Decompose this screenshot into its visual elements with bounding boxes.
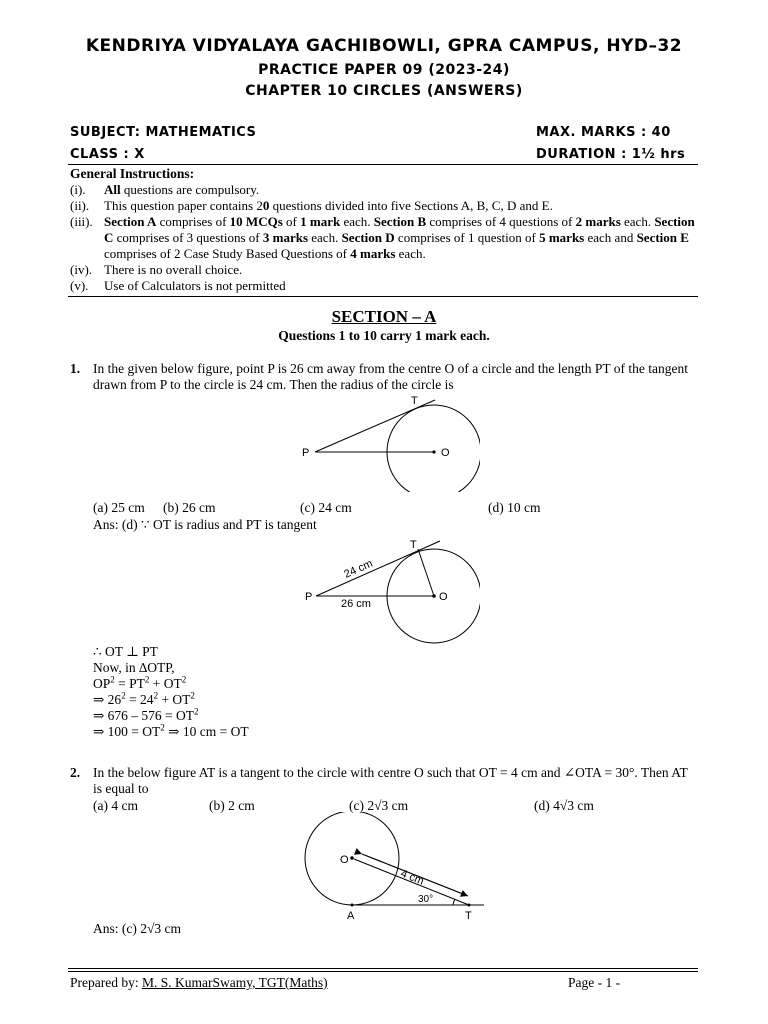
instruction-text: Use of Calculators is not permitted xyxy=(104,278,286,293)
option-b: (b) 2 cm xyxy=(209,798,255,813)
header-divider xyxy=(68,164,698,165)
option-a: (a) 4 cm xyxy=(93,798,138,813)
subject-label: SUBJECT: MATHEMATICS xyxy=(70,125,257,140)
option-a: (a) 25 cm xyxy=(93,500,145,515)
instruction-number: (v). xyxy=(70,278,89,293)
prepared-label: Prepared by: xyxy=(70,975,139,990)
label-o: O xyxy=(439,591,448,603)
footer-divider-top xyxy=(68,968,698,969)
tangent-pt xyxy=(316,541,440,596)
solution-step: ⇒ $100 = OT^2$ ⇒ 10 cm = OT xyxy=(93,722,249,739)
circle xyxy=(387,405,480,492)
instruction-text: Section A comprises of 10 MCQs of 1 mark each. Section B comprises of 4 questions of 2 marks each. Section C comprises of 3 questions of 3 marks each. Section D comprises of 1 question of 5 marks each and Section E comprises of 2 Case Study Based Questions of 4 marks each. xyxy=(104,214,695,261)
footer-prepared xyxy=(70,975,328,991)
question-1-answer: Ans: (d) ∵ OT is radius and PT is tangent xyxy=(93,517,317,532)
centre-dot xyxy=(432,450,435,453)
option-c: (c) 2√3 cm xyxy=(349,798,409,813)
instruction-number: (iv). xyxy=(70,262,93,277)
question-2-number: 2. xyxy=(70,765,81,780)
instruction-text: There is no overall choice. xyxy=(104,262,243,277)
question-2-text: In the below figure AT is a tangent to the circle with centre O such that OT = 4 cm and ∠OTA = 30°. Then AT is equal to xyxy=(93,765,688,796)
section-title: SECTION – A xyxy=(331,307,437,326)
solution-step: ⇒ $676 - 576 = OT^2$ xyxy=(93,706,199,723)
label-p: P xyxy=(305,591,313,603)
question-1-figure xyxy=(290,392,480,492)
instruction-text: This question paper contains 20 questions divided into five Sections A, B, C, D and E. xyxy=(104,198,553,213)
instruction-number: (ii). xyxy=(70,198,90,213)
page-number: Page - 1 - xyxy=(568,975,621,990)
label-o: O xyxy=(340,854,349,866)
question-1-number: 1. xyxy=(70,361,81,376)
option-b: (b) 26 cm xyxy=(163,500,216,515)
instruction-number: (iii). xyxy=(70,214,93,229)
duration: DURATION : 1½ hrs xyxy=(536,147,686,162)
chapter-title: CHAPTER 10 CIRCLES (ANSWERS) xyxy=(245,83,523,99)
point-t xyxy=(468,904,471,907)
label-4cm: 4 cm xyxy=(398,867,426,888)
label-p: P xyxy=(302,447,310,459)
instruction-text: All questions are compulsory. xyxy=(104,182,260,197)
tangent-pt xyxy=(315,400,435,452)
question-1-answer-figure xyxy=(290,534,480,646)
max-marks: MAX. MARKS : 40 xyxy=(536,125,671,140)
solution-step: Now, in ∆OTP, xyxy=(93,660,175,675)
angle-arc xyxy=(453,899,455,905)
question-1-solution xyxy=(93,644,493,740)
centre-dot xyxy=(432,594,436,598)
school-title: KENDRIYA VIDYALAYA GACHIBOWLI, GPRA CAMPUS, HYD–32 xyxy=(85,36,683,56)
paper-title: PRACTICE PAPER 09 (2023-24) xyxy=(258,62,510,78)
footer-divider-bottom xyxy=(68,971,698,972)
instructions-title: General Instructions: xyxy=(70,166,195,181)
class-label: CLASS : X xyxy=(70,147,145,162)
prepared-name: M. S. KumarSwamy, TGT(Maths) xyxy=(141,975,328,990)
option-d: (d) 4√3 cm xyxy=(534,798,594,813)
question-2-answer: Ans: (c) 2√3 cm xyxy=(93,921,182,936)
question-2-figure xyxy=(296,812,492,924)
label-t: T xyxy=(411,395,418,407)
label-26cm: 26 cm xyxy=(341,598,371,610)
label-a: A xyxy=(347,910,355,922)
label-o: O xyxy=(441,447,450,459)
label-24cm: 24 cm xyxy=(342,557,375,581)
section-subtitle: Questions 1 to 10 carry 1 mark each. xyxy=(278,328,490,343)
label-t: T xyxy=(465,910,472,922)
label-t: T xyxy=(410,539,417,551)
centre-dot xyxy=(350,856,354,860)
radius-ot xyxy=(418,549,434,596)
point-a xyxy=(351,904,354,907)
solution-step: ⇒ $26^2 = 24^2 + OT^2$ xyxy=(93,690,195,707)
question-1-text: In the given below figure, point P is 26 cm away from the centre O of a circle and the length PT of the tangent drawn from P to the circle is 24 cm. Then the radius of the circle is xyxy=(93,361,688,392)
solution-step: ∴ OT ⊥ PT xyxy=(93,644,158,659)
instructions-list xyxy=(0,182,768,294)
solution-step: $OP^2 = PT^2 + OT^2$ xyxy=(93,674,187,691)
label-30deg: 30° xyxy=(418,894,434,905)
option-c: (c) 24 cm xyxy=(300,500,352,515)
instruction-number: (i). xyxy=(70,182,86,197)
instructions-divider xyxy=(68,296,698,297)
option-d: (d) 10 cm xyxy=(488,500,541,515)
